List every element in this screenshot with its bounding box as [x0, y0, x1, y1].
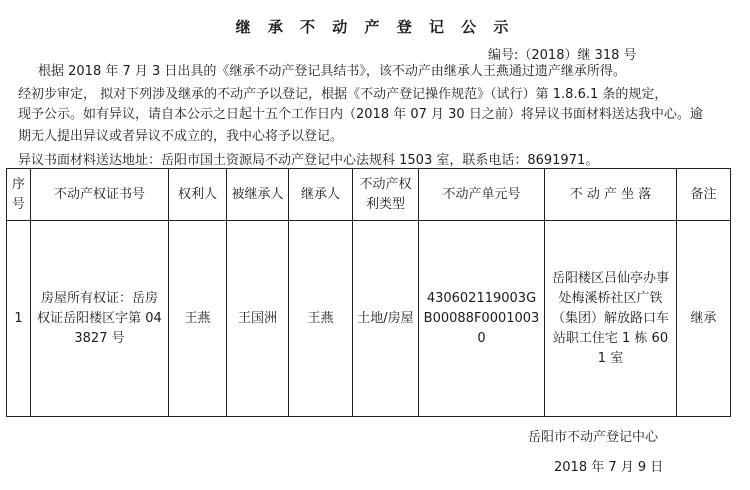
header-unit-no: 不动产单元号: [419, 169, 545, 221]
cell-seq: 1: [7, 221, 31, 417]
paragraph-basis: 根据 2018 年 7 月 3 日出具的《继承不动产登记具结书》，该不动产由继承人王燕通过遗产继承所得。: [38, 64, 626, 79]
notice-title: 继 承 不 动 产 登 记 公 示: [235, 18, 515, 36]
paragraph-review-line-3: 期无人提出异议或者异议不成立的，我中心将予以登记。: [18, 129, 344, 144]
paragraph-address: 异议书面材料送达地址：岳阳市国土资源局不动产登记中心法规科 1503 室，联系电话：8691971。: [18, 153, 599, 168]
header-remark: 备注: [677, 169, 731, 221]
cell-heir: 王燕: [289, 221, 353, 417]
cell-unit-no: 430602119003GB00088F00010030: [419, 221, 545, 417]
cell-right-type: 土地/房屋: [353, 221, 419, 417]
header-seq: 序号: [7, 169, 31, 221]
cell-remark: 继承: [677, 221, 731, 417]
header-heir: 继承人: [289, 169, 353, 221]
header-right-type: 不动产权利类型: [353, 169, 419, 221]
document-number: 编号:（2018）继 318 号: [488, 48, 637, 63]
cell-owner: 王燕: [169, 221, 227, 417]
table-row: [7, 221, 731, 417]
table-header-row: [7, 169, 731, 221]
issue-date: 2018 年 7 月 9 日: [554, 460, 664, 475]
issuing-organization: 岳阳市不动产登记中心: [528, 430, 659, 445]
registration-table: [6, 168, 731, 417]
cell-heir-from: 王国洲: [227, 221, 289, 417]
header-heir-from: 被继承人: [227, 169, 289, 221]
header-location: 不 动 产 坐 落: [545, 169, 677, 221]
paragraph-review-line-2: 现予公示。如有异议，请自本公示之日起十五个工作日内（2018 年 07 月 30 日之前）将异议书面材料送达我中心。逾: [18, 107, 703, 122]
header-cert: 不动产权证书号: [31, 169, 169, 221]
paragraph-review-line-1: 经初步审定， 拟对下列涉及继承的不动产予以登记，根据《不动产登记操作规范》（试行）第 1.8.6.1 条的规定，: [18, 87, 668, 102]
cell-cert: 房屋所有权证：岳房权证岳阳楼区字第 043827 号: [31, 221, 169, 417]
header-owner: 权利人: [169, 169, 227, 221]
cell-location: 岳阳楼区吕仙亭办事处梅溪桥社区广铁（集团）解放路口车站职工住宅 1 栋 601 室: [545, 221, 677, 417]
